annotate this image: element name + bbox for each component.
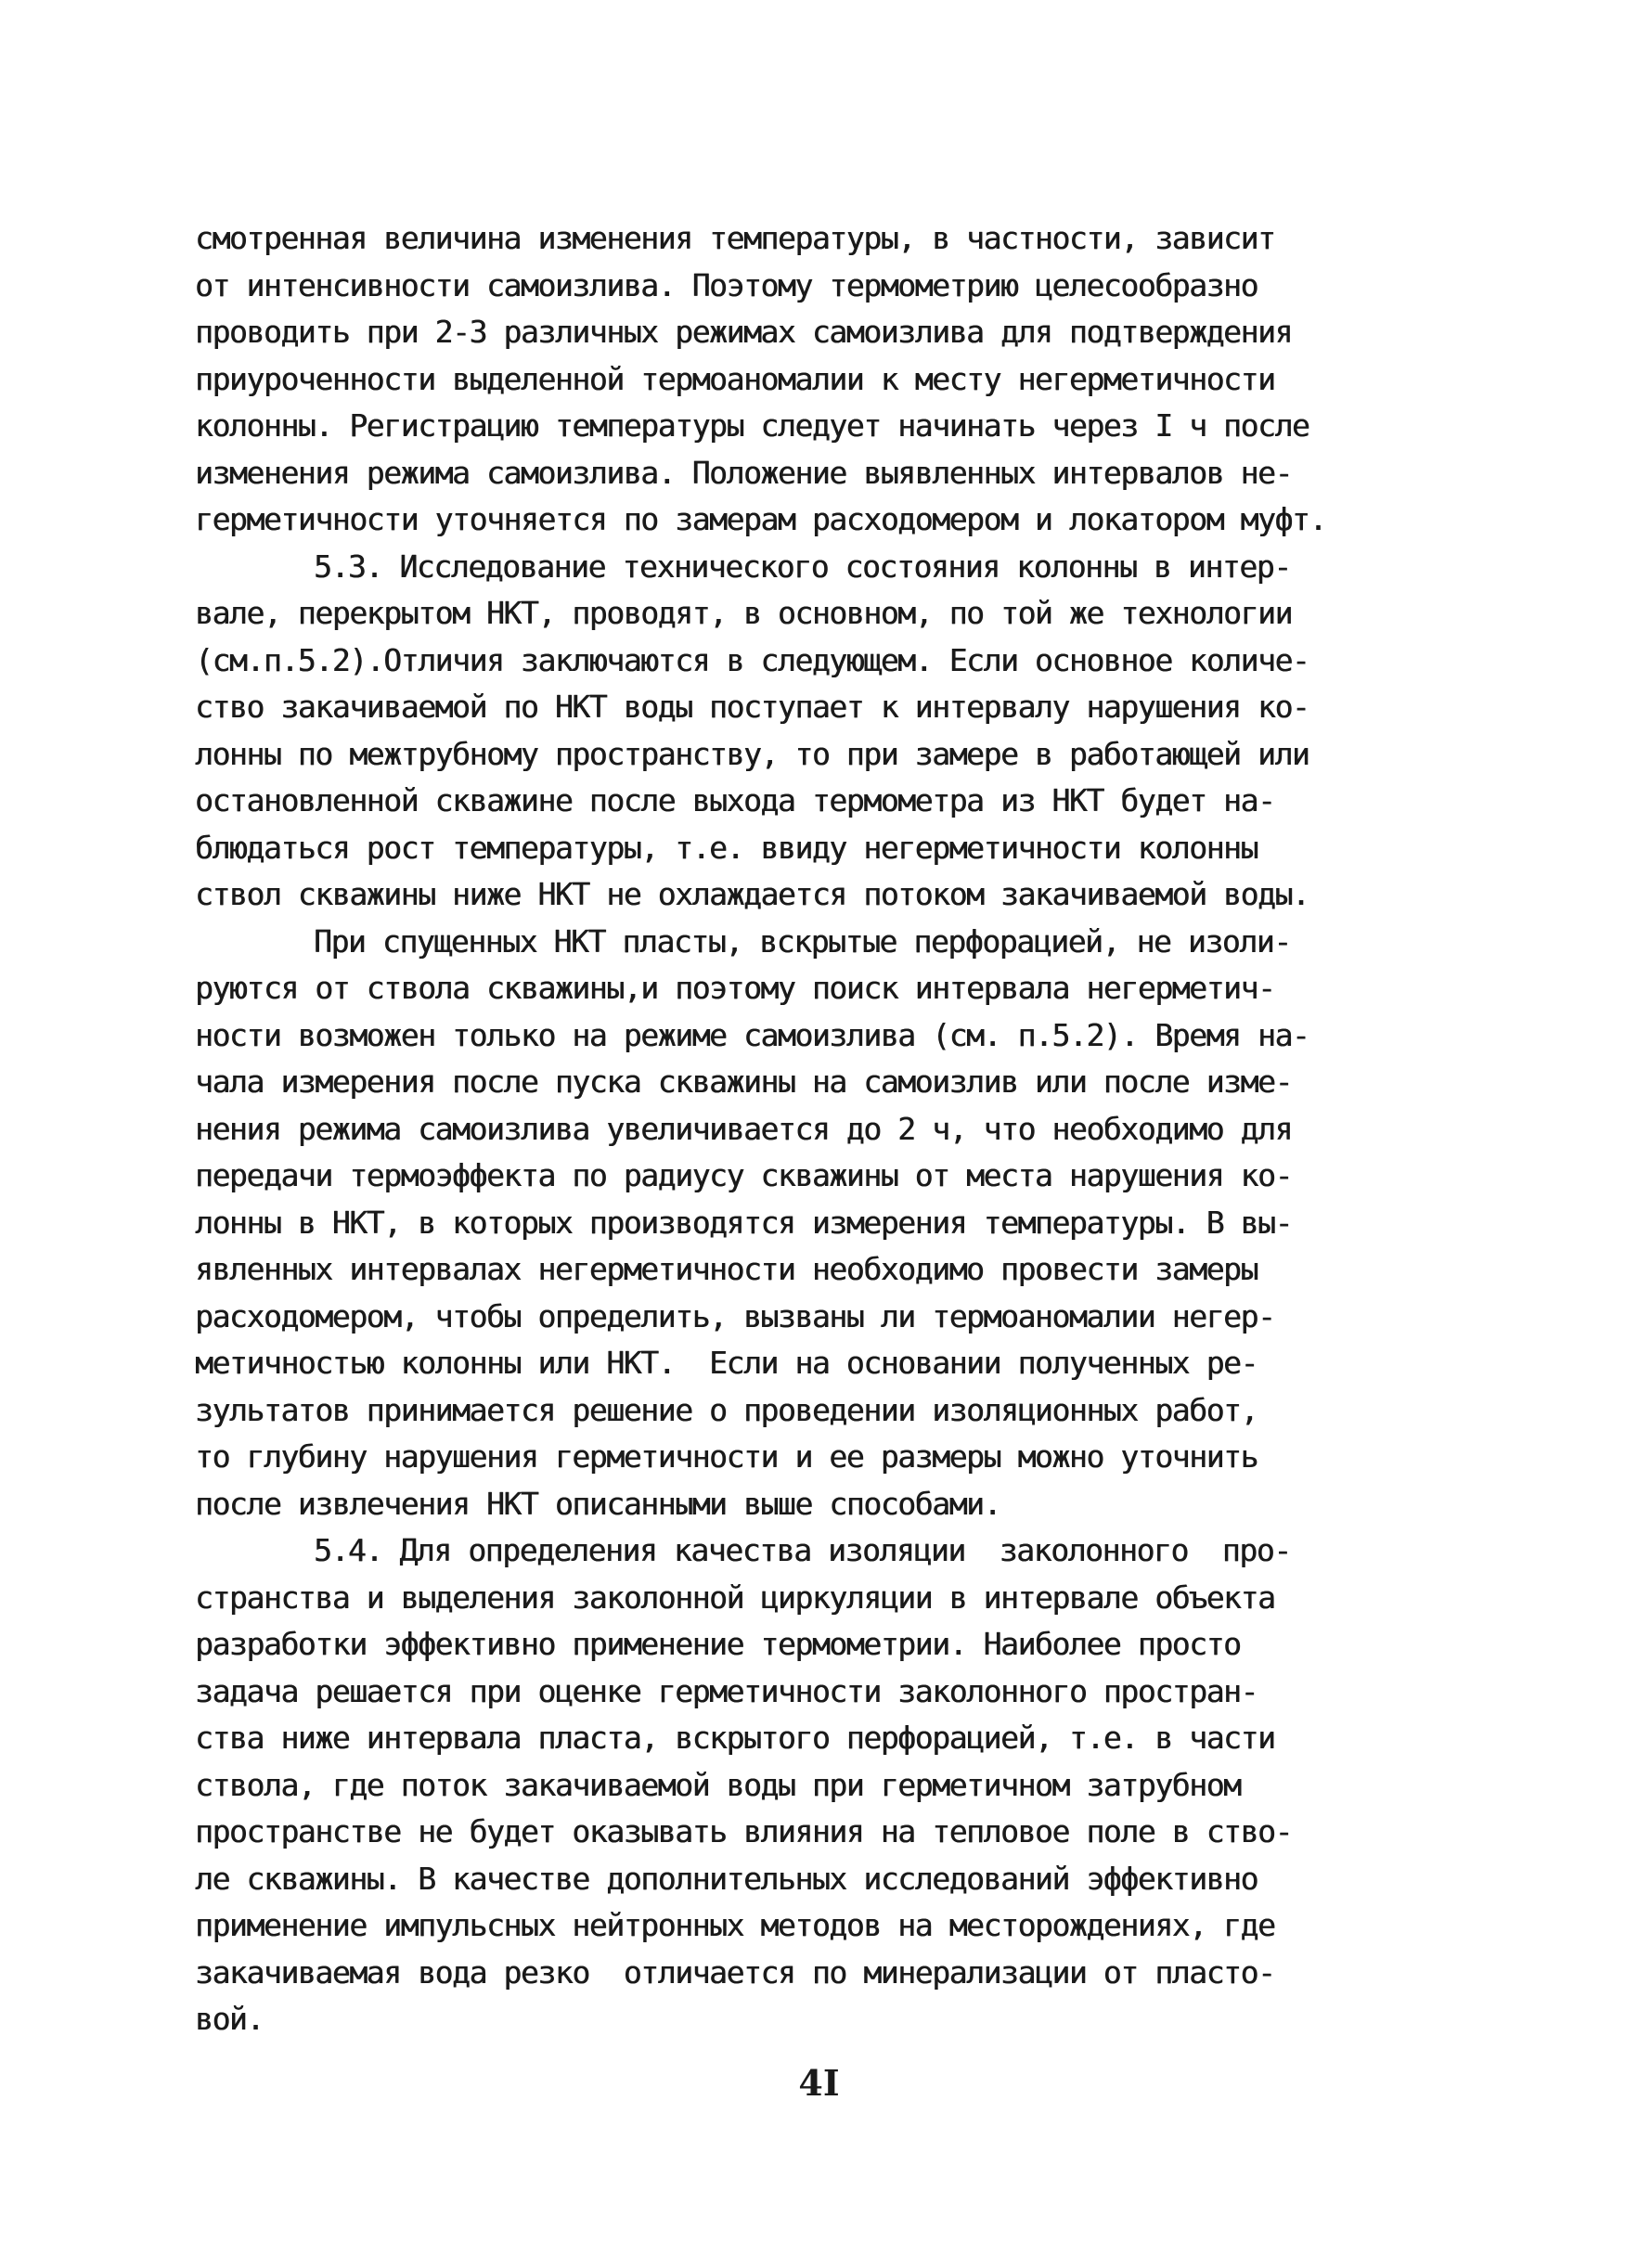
text-line: блюдаться рост температуры, т.е. ввиду негерметичности колонны: [195, 829, 1258, 866]
text-line: лонны по межтрубному пространству, то при замере в работающей или: [195, 735, 1309, 772]
text-line: чала измерения после пуска скважины на самоизлив или после изме-: [195, 1063, 1292, 1100]
text-line: задача решается при оценке герметичности заколонного простран-: [195, 1672, 1258, 1709]
text-line: закачиваемая вода резко отличается по минерализации от пласто-: [195, 1953, 1275, 1991]
text-line: зультатов принимается решение о проведении изоляционных работ,: [195, 1391, 1258, 1428]
text-line: расходомером, чтобы определить, вызваны ли термоаномалии негер-: [195, 1297, 1275, 1334]
text-line: герметичности уточняется по замерам расходомером и локатором муфт.: [195, 501, 1326, 537]
section-heading-5-3: 5.3. Исследование технического состояния колонны в интер-: [314, 548, 1291, 585]
section-heading-5-4: 5.4. Для определения качества изоляции заколонного про-: [314, 1532, 1291, 1568]
text-line: передачи термоэффекта по радиусу скважины от места нарушения ко-: [195, 1157, 1292, 1193]
text-line: вой.: [195, 2001, 264, 2037]
text-line: ства ниже интервала пласта, вскрытого перфорацией, т.е. в части: [195, 1720, 1275, 1756]
text-line: проводить при 2-3 различных режимах самоизлива для подтверждения: [195, 314, 1292, 350]
text-line: нения режима самоизлива увеличивается до 2 ч, что необходимо для: [195, 1110, 1292, 1147]
text-line: применение импульсных нейтронных методов на месторождениях, где: [195, 1907, 1275, 1943]
text-line: пространстве не будет оказывать влияния на тепловое поле в ство-: [195, 1813, 1292, 1849]
paragraph-start: При спущенных НКТ пласты, вскрытые перфорацией, не изоли-: [314, 922, 1291, 960]
text-line: вале, перекрытом НКТ, проводят, в основном, по той же технологии: [195, 595, 1292, 631]
text-line: разработки эффективно применение термометрии. Наиболее просто: [195, 1626, 1241, 1662]
text-line: изменения режима самоизлива. Положение выявленных интервалов не-: [195, 454, 1292, 491]
text-line: после извлечения НКТ описанными выше способами.: [195, 1485, 1000, 1522]
text-line: от интенсивности самоизлива. Поэтому термометрию целесообразно: [195, 266, 1258, 303]
text-line: колонны. Регистрацию температуры следует начинать через I ч после: [195, 407, 1309, 444]
text-line: ствола, где поток закачиваемой воды при герметичном затрубном: [195, 1766, 1241, 1803]
text-line: ности возможен только на режиме самоизлива (см. п.5.2). Время на-: [195, 1016, 1309, 1053]
text-line: ствол скважины ниже НКТ не охлаждается потоком закачиваемой воды.: [195, 876, 1309, 912]
text-line: руются от ствола скважины,и поэтому поиск интервала негерметич-: [195, 970, 1275, 1006]
text-line: странства и выделения заколонной циркуляции в интервале объекта: [195, 1579, 1275, 1616]
document-body: [195, 215, 1462, 2043]
text-line: остановленной скважине после выхода термометра из НКТ будет на-: [195, 782, 1275, 818]
text-line: лонны в НКТ, в которых производятся измерения температуры. В вы-: [195, 1204, 1292, 1241]
text-line: (см.п.5.2).Отличия заключаются в следующем. Если основное количе-: [195, 641, 1309, 678]
text-line: ство закачиваемой по НКТ воды поступает к интервалу нарушения ко-: [195, 689, 1309, 725]
text-line: явленных интервалах негерметичности необходимо провести замеры: [195, 1251, 1258, 1287]
text-line: то глубину нарушения герметичности и ее размеры можно уточнить: [195, 1438, 1258, 1475]
text-line: приуроченности выделенной термоаномалии к месту негерметичности: [195, 360, 1275, 397]
text-line: смотренная величина изменения температуры, в частности, зависит: [195, 220, 1275, 256]
page-number: 4I: [798, 2062, 840, 2104]
text-line: метичностью колонны или НКТ. Если на основании полученных ре-: [195, 1345, 1258, 1381]
text-line: ле скважины. В качестве дополнительных исследований эффективно: [195, 1860, 1258, 1897]
